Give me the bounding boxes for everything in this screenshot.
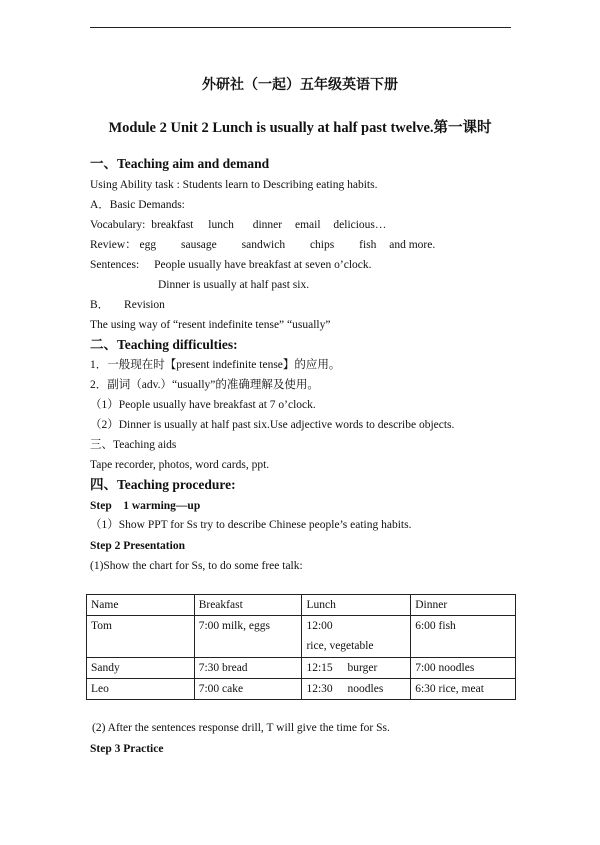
table-cell-name: Leo [87, 679, 195, 700]
ability-task-line: Using Ability task : Students learn to Describing eating habits. [90, 179, 378, 191]
table-row [87, 679, 516, 700]
table-cell-dinner: 6:00 fish [411, 616, 516, 658]
vocab-word: lunch [208, 219, 234, 231]
lesson-title: Module 2 Unit 2 Lunch is usually at half past twelve.第一课时 [108, 120, 492, 136]
step-1-text: （1）Show PPT for Ss try to describe Chinese people’s eating habits. [90, 519, 412, 531]
table-cell-dinner: 7:00 noodles [411, 658, 516, 679]
document-series-title: 外研社（一起）五年级英语下册 [202, 78, 398, 93]
difficulty-sub-item: （2）Dinner is usually at half past six.Use adjective words to describe objects. [90, 419, 455, 431]
lunch-time: 12:00 [306, 620, 333, 632]
table-cell-dinner: 6:30 rice, meat [411, 679, 516, 700]
table-cell-breakfast: 7:00 milk, eggs [194, 616, 302, 658]
difficulty-item: 1．一般现在时【present indefinite tense】的应用。 [90, 359, 341, 371]
basic-demands-label: A．Basic Demands: [90, 199, 185, 211]
table-header-cell: Dinner [411, 595, 516, 616]
review-word: fish [359, 239, 377, 251]
eating-habits-table [86, 594, 516, 700]
table-cell-lunch [302, 658, 411, 679]
table-row [87, 658, 516, 679]
revision-text: Revision [124, 299, 165, 311]
review-word: and more. [389, 239, 436, 251]
step-3-title: Step 3 Practice [90, 743, 164, 755]
lunch-time: 12:30 [306, 683, 333, 695]
example-sentence: People usually have breakfast at seven o’clock. [154, 259, 372, 271]
table-cell-breakfast: 7:30 bread [194, 658, 302, 679]
step-2-title: Step 2 Presentation [90, 540, 185, 552]
review-word: egg [139, 239, 157, 251]
table-row [87, 616, 516, 658]
lunch-time: 12:15 [306, 662, 333, 674]
example-sentence: Dinner is usually at half past six. [158, 279, 310, 291]
table-cell-name: Sandy [87, 658, 195, 679]
step-2-drill-text: (2) After the sentences response drill, T will give the time for Ss. [92, 722, 390, 734]
section-heading-aims: 一、Teaching aim and demand [90, 156, 270, 171]
top-rule [90, 27, 511, 28]
sentences-label: Sentences: [90, 259, 140, 271]
revision-note: The using way of “resent indefinite tense” “usually” [90, 319, 331, 331]
review-line [90, 238, 435, 252]
vocabulary-label: Vocabulary: [90, 219, 146, 231]
lunch-food: noodles [347, 683, 384, 695]
step-2-text: (1)Show the chart for Ss, to do some free talk: [90, 560, 303, 572]
review-word: sausage [181, 239, 217, 251]
table-cell-lunch [302, 679, 411, 700]
vocab-word: delicious… [333, 219, 387, 231]
revision-label: B． [90, 299, 110, 311]
review-label: Review： [90, 239, 137, 251]
review-word: sandwich [241, 239, 286, 251]
difficulty-item: 2．副词（adv.）“usually”的准确理解及使用。 [90, 379, 319, 391]
table-header-row [87, 595, 516, 616]
section-heading-aids: 三、Teaching aids [90, 439, 177, 451]
lunch-food: burger [347, 662, 378, 674]
teaching-aids-list: Tape recorder, photos, word cards, ppt. [90, 459, 270, 471]
lunch-food: rice, vegetable [306, 640, 374, 652]
step-1-title: Step 1 warming—up [90, 500, 201, 512]
table-cell-name: Tom [87, 616, 195, 658]
review-word: chips [309, 239, 335, 251]
vocab-word: dinner [252, 219, 283, 231]
sentences-line [90, 258, 372, 272]
table-cell-breakfast: 7:00 cake [194, 679, 302, 700]
section-heading-procedure: 四、Teaching procedure: [90, 477, 236, 492]
section-heading-difficulties: 二、Teaching difficulties: [90, 337, 238, 352]
vocab-word: email [294, 219, 321, 231]
vocab-word: breakfast [151, 219, 194, 231]
revision-line [90, 298, 165, 312]
table-header-cell: Name [87, 595, 195, 616]
table-header-cell: Lunch [302, 595, 411, 616]
vocabulary-line [90, 218, 386, 232]
difficulty-sub-item: （1）People usually have breakfast at 7 o’clock. [90, 399, 316, 411]
table-header-cell: Breakfast [194, 595, 302, 616]
table-cell-lunch [302, 616, 411, 658]
